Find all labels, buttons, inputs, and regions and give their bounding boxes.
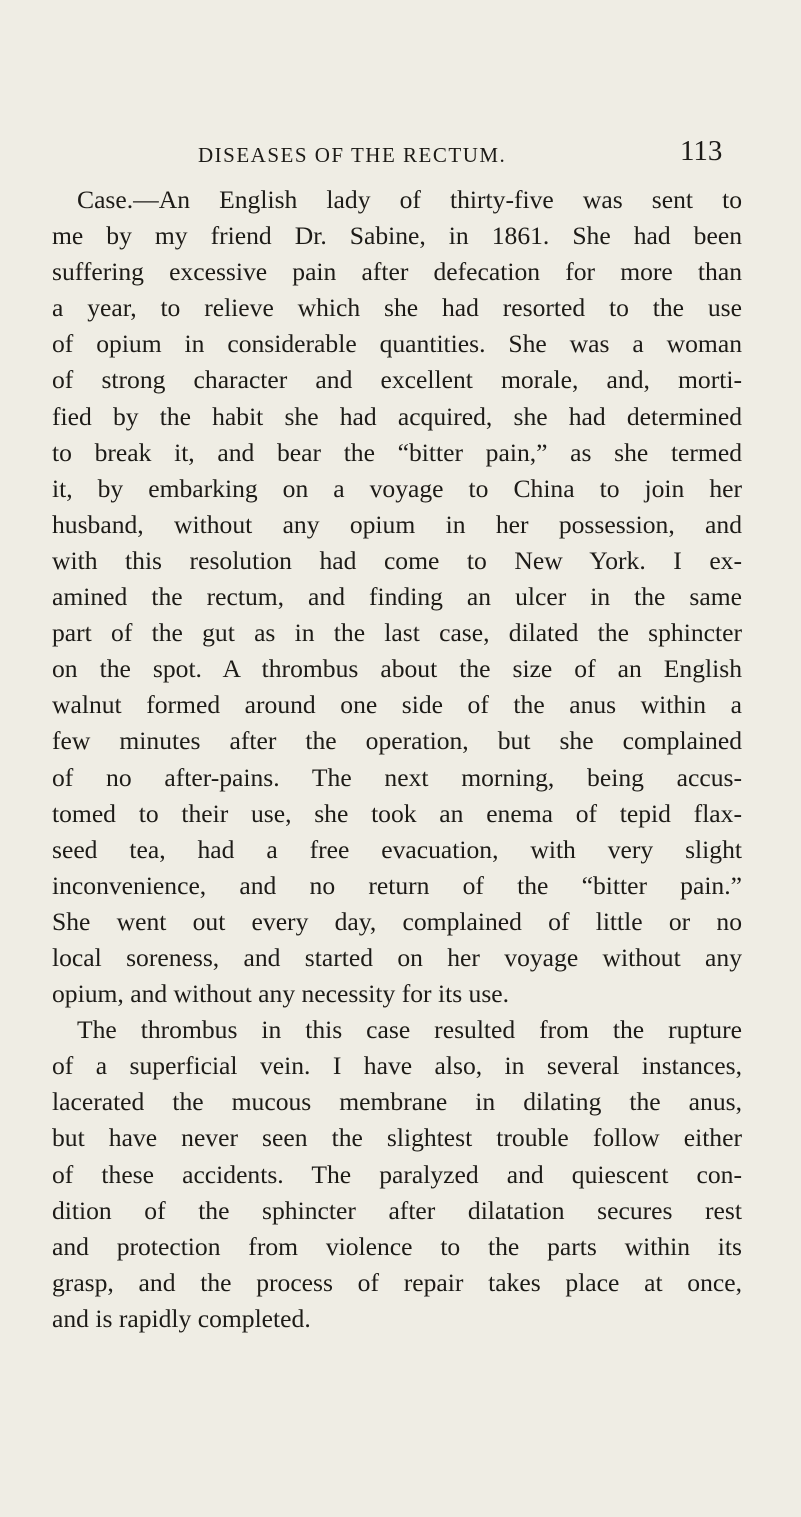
text-line: husband, without any opium in her possession, and	[52, 509, 742, 539]
text-line: to break it, and bear the “bitter pain,” as she termed	[52, 437, 742, 467]
text-line: it, by embarking on a voyage to China to join her	[52, 473, 742, 503]
text-line: but have never seen the slightest trouble follow either	[52, 1123, 742, 1153]
text-line: opium, and without any necessity for its use.	[52, 979, 510, 1009]
text-line: amined the rectum, and finding an ulcer in the same	[52, 582, 742, 612]
text-line: lacerated the mucous membrane in dilating the anus,	[52, 1087, 742, 1117]
text-line: and is rapidly completed.	[52, 1303, 311, 1333]
text-line: of strong character and excellent morale, and, morti-	[52, 365, 742, 395]
text-line: on the spot. A thrombus about the size of an English	[52, 654, 742, 684]
text-line: inconvenience, and no return of the “bitter pain.”	[52, 870, 742, 900]
page-number: 113	[680, 135, 723, 167]
text-line: grasp, and the process of repair takes place at once,	[52, 1267, 742, 1297]
text-line: seed tea, had a free evacuation, with very slight	[52, 834, 742, 864]
text-line: with this resolution had come to New York. I ex-	[52, 545, 742, 575]
text-line: local soreness, and started on her voyage without any	[52, 942, 742, 972]
text-line: She went out every day, complained of little or no	[52, 906, 742, 936]
body-text	[52, 182, 742, 1337]
text-line: suffering excessive pain after defecation for more than	[52, 257, 742, 287]
text-line: dition of the sphincter after dilatation secures rest	[52, 1195, 742, 1225]
text-line: and protection from violence to the parts within its	[52, 1231, 742, 1261]
text-line: walnut formed around one side of the anus within a	[52, 690, 742, 720]
text-line: part of the gut as in the last case, dilated the sphincter	[52, 618, 742, 648]
text-line: few minutes after the operation, but she complained	[52, 726, 742, 756]
text-line: of these accidents. The paralyzed and quiescent con-	[52, 1159, 742, 1189]
text-line: of no after-pains. The next morning, being accus-	[52, 762, 742, 792]
text-line: of opium in considerable quantities. She was a woman	[52, 329, 742, 359]
running-head: DISEASES OF THE RECTUM.	[198, 143, 507, 167]
text-line: The thrombus in this case resulted from the rupture	[77, 1015, 742, 1045]
text-line: me by my friend Dr. Sabine, in 1861. She had been	[52, 221, 742, 251]
text-line: Case.—An English lady of thirty-five was sent to	[77, 185, 742, 214]
text-line: fied by the habit she had acquired, she had determined	[52, 401, 742, 431]
text-line: tomed to their use, she took an enema of tepid flax-	[52, 798, 742, 828]
text-line: a year, to relieve which she had resorted to the use	[52, 293, 742, 323]
text-line: of a superficial vein. I have also, in several instances,	[52, 1051, 742, 1081]
